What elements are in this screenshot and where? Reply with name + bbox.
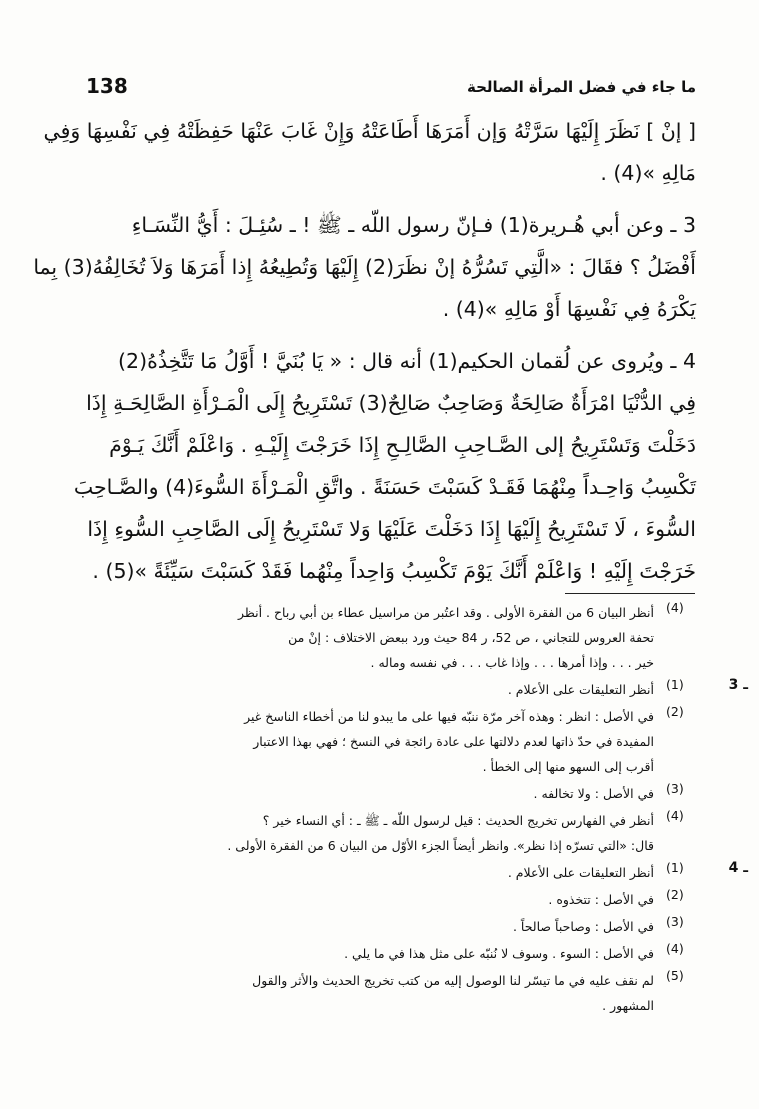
footnote-number: (5) [666, 968, 684, 983]
footnotes [86, 600, 748, 1020]
footnote-group-1 [86, 600, 696, 675]
footnote-line: في الأصل : السوء . وسوف لا نُنبّه على مثل هذا في ما يلي . [344, 946, 654, 961]
footnote-line: تحفة العروس للتجاني ، ص 52، ر 84 حيث ورد ببعض الاختلاف : إنْ من [288, 630, 654, 645]
footnote [86, 600, 696, 675]
footnote-line: في الأصل : تتخذوه . [548, 892, 654, 907]
footnote-group-3 [86, 860, 748, 1018]
footnote-separator [565, 593, 695, 594]
footnote-group-label: 3 ـ [728, 677, 748, 693]
footnote-line: أنظر التعليقات على الأعلام . [507, 682, 654, 697]
footnote-line: المفيدة في حدّ ذاتها لعدم دلالتها على عادة رائجة في النسخ ؛ فهي بهذا الاعتبار [253, 734, 654, 749]
footnote-number: (3) [666, 914, 684, 929]
footnote-group-label: 4 ـ [728, 860, 748, 876]
page-header [86, 74, 696, 104]
footnote-number: (1) [666, 677, 684, 692]
footnote-line: في الأصل : وصاحباً صالحاً . [512, 919, 654, 934]
footnote-line: في الأصل : انظر : وهذه آخر مرّة ننبّه فيها على ما يبدو لنا من أخطاء الناسخ غير [244, 709, 654, 724]
footnote-number: (1) [666, 860, 684, 875]
text-line: دَخَلْتَ وَتَسْتَرِيحُ إلى الصَّـاحِبِ الصَّالِـحِ إِذَا خَرَجْتَ إِلَيْـهِ . وَاعْلَمْ أَنَّكَ يَـوْمَ [109, 433, 696, 457]
text-line: 3 ـ وعن أبي هُـريرة(1) فـإنّ رسول اللّه ـ ﷺ ! ـ سُئِـلَ : أَيُّ النِّسَـاءِ [131, 213, 696, 237]
footnote-line: في الأصل : ولا تخالفه . [533, 786, 654, 801]
footnote-line: خير . . . وإذا أمرها . . . وإذا غاب . . . في نفسه وماله . [370, 655, 654, 670]
paragraph-1 [43, 110, 696, 194]
footnote-group-2 [86, 677, 748, 858]
footnote-number: (4) [666, 600, 684, 615]
text-line: السُّوءَ ، لَا تَسْتَرِيحُ إِلَيْهَا إِذَا دَخَلْتَ عَلَيْهَا وَلا تَسْتَرِيحُ إِلَى الصَّاحِبِ السُّوءِ إِذَا [87, 517, 696, 541]
footnote-number: (2) [666, 887, 684, 902]
paragraph-2 [33, 204, 696, 330]
footnote [86, 914, 696, 939]
text-line: فِي الدُّنْيَا امْرَأَةٌ صَالِحَةٌ وَصَاحِبٌ صَالِحٌ(3) تَسْتَرِيحُ إِلَى الْمَـرْأَةِ الصَّالِحَـةِ إِذَا [86, 391, 696, 415]
footnote-line: المشهور . [602, 998, 654, 1013]
text-line: أَفْضَلُ ؟ فقَالَ : «الَّتِي تَسُرُّهُ إنْ نظَرَ(2) إِلَيْهَا وَتُطِيعُهُ إِذا أَمَرَهَا وَلاَ تُخَالِفُهُ(3) بِما [33, 255, 696, 279]
text-line: [ إنْ ] نَظَرَ إِلَيْهَا سَرَّتْهُ وَإن أَمَرَهَا أَطَاعَتْهُ وَإِنْ غَابَ عَنْهَا حَفِظَتْهُ فِي نَفْسِهَا وَفِي [43, 119, 696, 143]
footnote [86, 677, 696, 702]
running-title: ما جاء في فضل المرأة الصالحة [466, 78, 696, 96]
text-line: تَكْسِبُ وَاحِـداً مِنْهُمَا فَقَـدْ كَسَبْتَ حَسَنَةً . واتَّقِ الْمَـرْأَةَ السُّوءَ(4) والصَّـاحِبَ [73, 475, 696, 499]
text-line: يَكْرَهُ فِي نَفْسِهَا أَوْ مَالِهِ »(4) . [442, 297, 696, 321]
page-number: 138 [86, 74, 128, 98]
footnote-number: (4) [666, 941, 684, 956]
footnote [86, 781, 696, 806]
text-line: 4 ـ ويُروى عن لُقمان الحكيم(1) أنه قال : « يَا بُنَيَّ ! أَوَّلُ مَا تَتَّخِذُهُ(2) [118, 349, 696, 373]
footnote-line: أقرب إلى السهو منها إلى الخطأ . [482, 759, 654, 774]
footnote-line: أنظر التعليقات على الأعلام . [507, 865, 654, 880]
paragraph-3 [73, 340, 696, 592]
footnote [86, 808, 696, 858]
footnote-line: أنظر البيان 6 من الفقرة الأولى . وقد اعتُبر من مراسيل عطاء بن أبي رباح . أنظر [237, 605, 654, 620]
footnote [86, 704, 696, 779]
main-text [33, 110, 696, 592]
text-line: خَرَجْتَ إِلَيْهِ ! وَاعْلَمْ أَنَّكَ يَوْمَ تَكْسِبُ وَاحِداً مِنْهُما فَقَدْ كَسَبْتَ سَيِّئَةً »(5) . [92, 559, 696, 583]
footnote-number: (4) [666, 808, 684, 823]
text-line: مَالِهِ »(4) . [600, 161, 696, 185]
footnote-line: لم نقف عليه في ما تيسّر لنا الوصول إليه من كتب تخريج الحديث والأثر والقول [252, 973, 654, 988]
footnote [86, 941, 696, 966]
footnote-line: قال: «التي تسرّه إذا نظر». وانظر أيضاً الجزء الأوّل من البيان 6 من الفقرة الأولى . [227, 838, 654, 853]
footnote [86, 968, 696, 1018]
footnote-number: (2) [666, 704, 684, 719]
footnote-number: (3) [666, 781, 684, 796]
footnote [86, 887, 696, 912]
footnote-line: أنظر في الفهارس تخريج الحديث : قيل لرسول اللّه ـ ﷺ ـ : أي النساء خير ؟ [262, 813, 654, 828]
footnote [86, 860, 696, 885]
